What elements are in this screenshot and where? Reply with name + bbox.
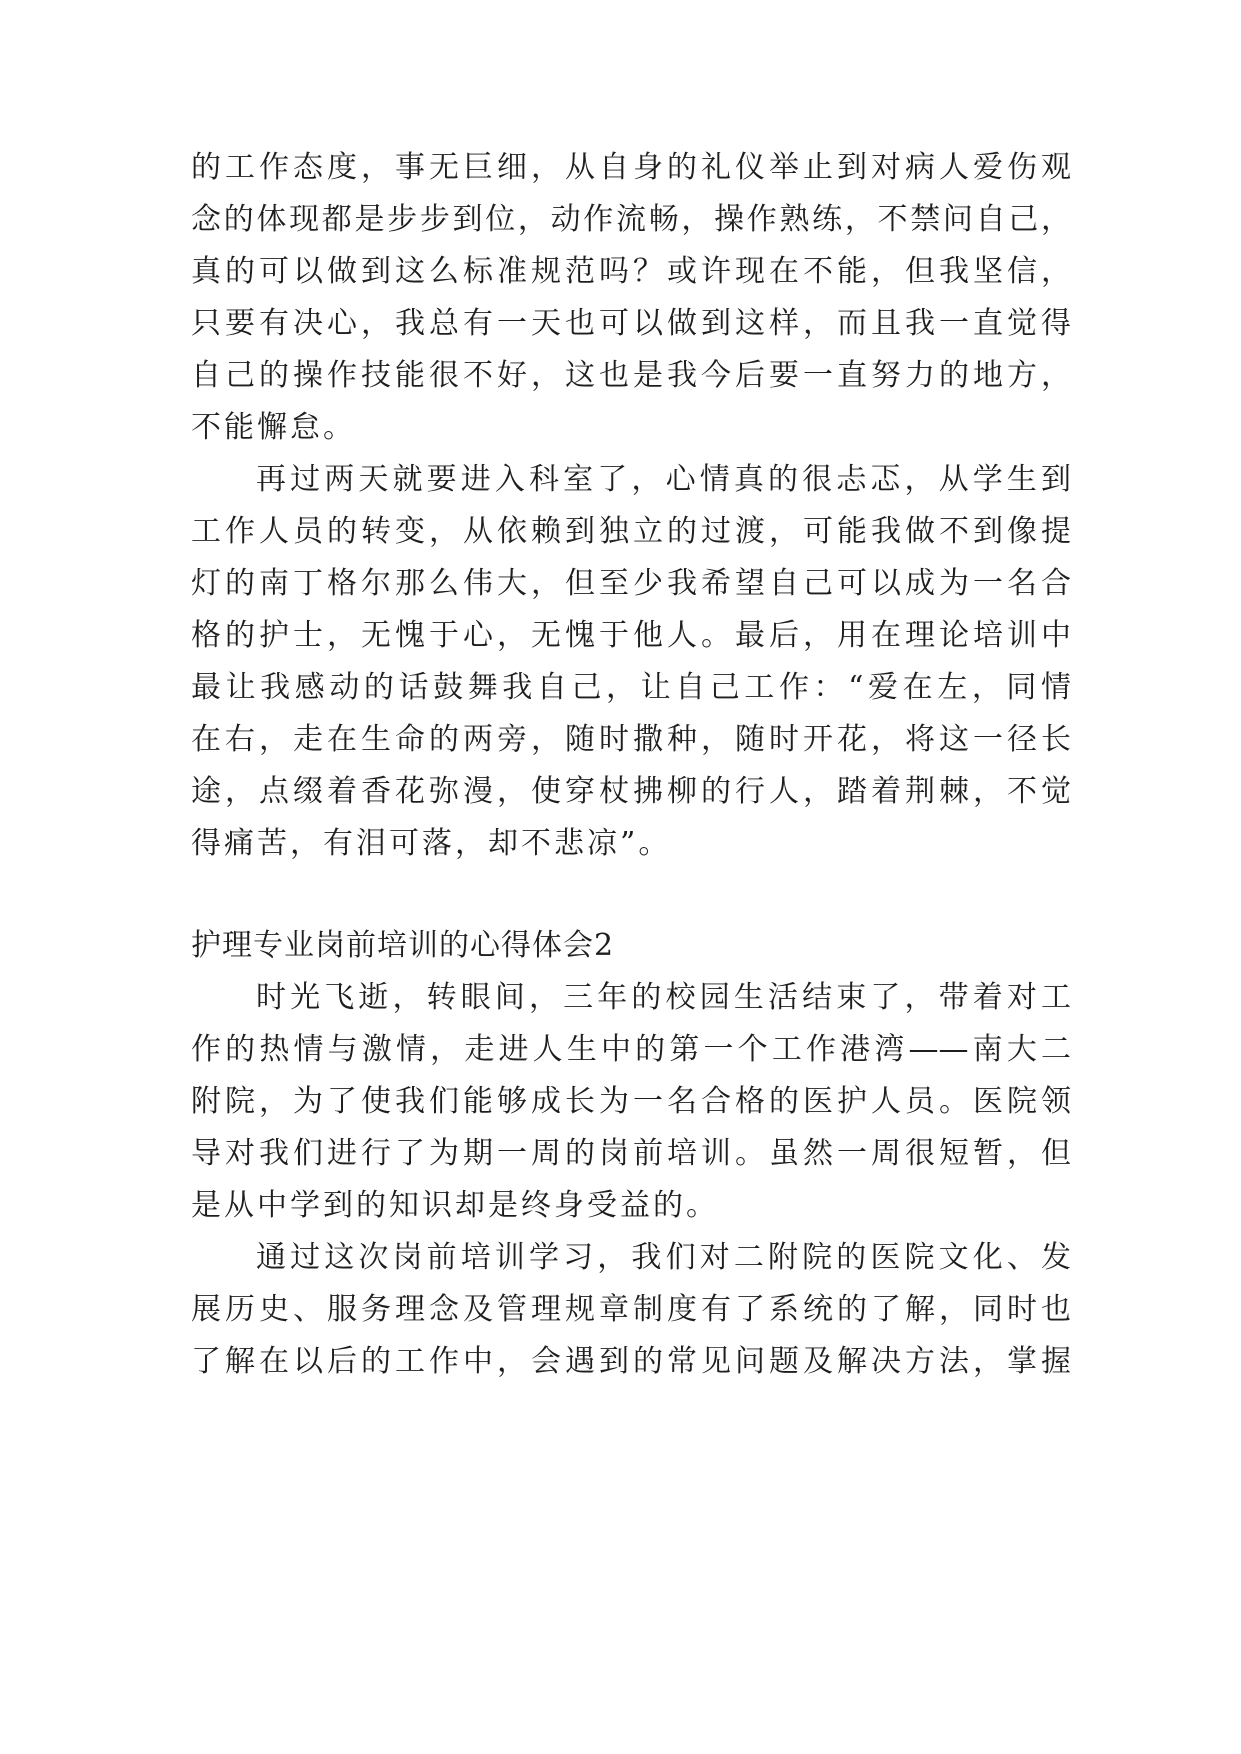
- text-line: 是从中学到的知识却是终身受益的。: [191, 1188, 719, 1223]
- text-line: 念的体现都是步步到位，动作流畅，操作熟练，不禁问自己，: [191, 202, 1071, 237]
- text-line: 附院，为了使我们能够成长为一名合格的医护人员。医院领: [191, 1084, 1071, 1119]
- text-line: 在右，走在生命的两旁，随时撒种，随时开花，将这一径长: [191, 722, 1071, 757]
- text-line: 自己的操作技能很不好，这也是我今后要一直努力的地方，: [191, 358, 1071, 393]
- text-line: 了解在以后的工作中，会遇到的常见问题及解决方法，掌握: [191, 1344, 1071, 1379]
- text-line: 得痛苦，有泪可落，却不悲凉”。: [191, 826, 672, 861]
- text-line: 通过这次岗前培训学习，我们对二附院的医院文化、发: [256, 1240, 1071, 1275]
- text-line: 最让我感动的话鼓舞我自己，让自己工作：“爱在左，同情: [191, 670, 1071, 705]
- text-line: 工作人员的转变，从依赖到独立的过渡，可能我做不到像提: [191, 514, 1071, 549]
- text-line: 途，点缀着香花弥漫，使穿杖拂柳的行人，踏着荆棘，不觉: [191, 774, 1071, 809]
- text-line: 展历史、服务理念及管理规章制度有了系统的了解，同时也: [191, 1292, 1071, 1327]
- text-line: 导对我们进行了为期一周的岗前培训。虽然一周很短暂，但: [191, 1136, 1071, 1171]
- text-line: 再过两天就要进入科室了，心情真的很忐忑，从学生到: [256, 462, 1071, 497]
- text-line: 时光飞逝，转眼间，三年的校园生活结束了，带着对工: [256, 980, 1071, 1015]
- text-line: 作的热情与激情，走进人生中的第一个工作港湾——南大二: [191, 1032, 1071, 1067]
- text-line: 格的护士，无愧于心，无愧于他人。最后，用在理论培训中: [191, 618, 1071, 653]
- text-line: 不能懈怠。: [191, 410, 356, 445]
- text-line: 灯的南丁格尔那么伟大，但至少我希望自己可以成为一名合: [191, 566, 1071, 601]
- text-line: 只要有决心，我总有一天也可以做到这样，而且我一直觉得: [191, 306, 1071, 341]
- section-heading: 护理专业岗前培训的心得体会2: [191, 928, 615, 963]
- text-line: 真的可以做到这么标准规范吗？或许现在不能，但我坚信，: [191, 254, 1071, 289]
- text-line: 的工作态度，事无巨细，从自身的礼仪举止到对病人爱伤观: [191, 150, 1071, 185]
